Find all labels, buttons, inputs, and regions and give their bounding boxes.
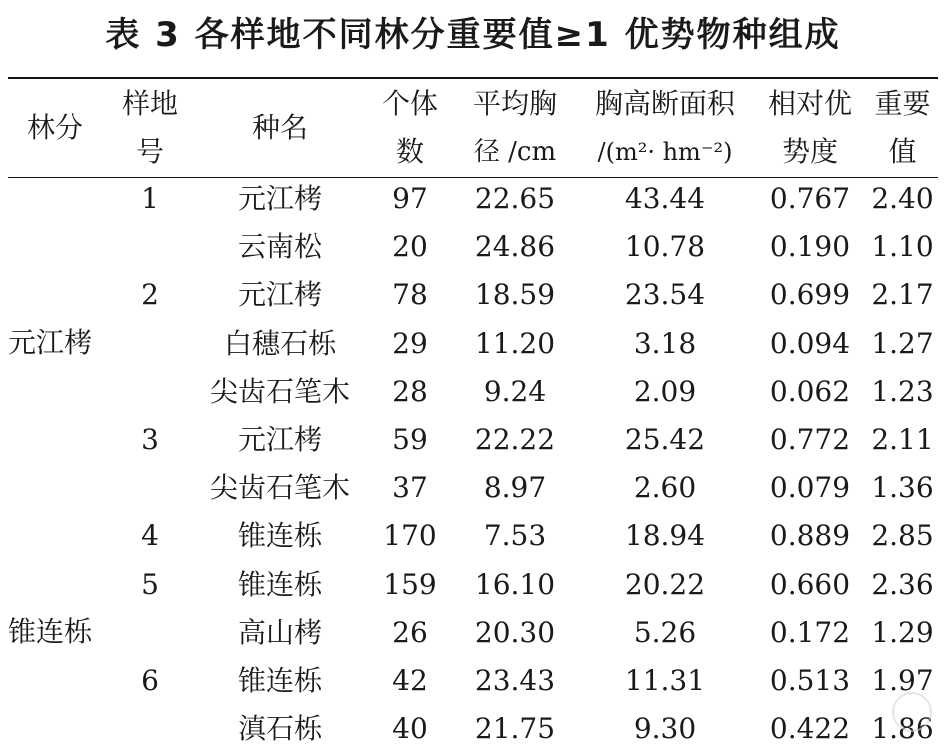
cell-importance: 1.23 [871,374,934,408]
cell-dbh: 24.86 [474,230,556,264]
cell-importance: 2.17 [871,278,934,312]
cell-dbh: 11.20 [474,326,556,360]
table-caption: 表 3 各样地不同林分重要值≥1 优势物种组成 [105,15,841,55]
cell-importance: 1.97 [871,664,934,697]
cell-basal-area: 10.78 [624,230,706,264]
cell-plot: 2 [141,278,159,312]
cell-importance: 2.11 [871,423,934,456]
cell-dominance: 0.772 [769,423,851,456]
cell-dominance: 0.062 [769,374,851,408]
cell-count: 20 [392,230,428,264]
cell-species: 云南松 [237,230,322,264]
header-basal-line1: 胸高断面积 [594,87,735,120]
header-basal-line2: /(m²· hm⁻²) [597,138,733,166]
cell-basal-area: 3.18 [633,326,697,360]
header-count-line2: 数 [395,135,424,168]
cell-plot [110,705,190,753]
cell-basal-area: 2.60 [633,471,697,505]
cell-basal-area: 9.30 [633,712,697,746]
cell-species: 元江栲 [237,182,322,215]
cell-plot: 1 [141,182,159,215]
cell-species: 尖齿石笔木 [209,471,350,505]
header-species: 种名 [251,111,308,144]
cell-importance: 1.36 [871,471,934,505]
cell-species: 尖齿石笔木 [209,374,350,408]
cell-dominance: 0.889 [769,519,851,553]
cell-dbh: 21.75 [474,712,556,746]
cell-plot: 6 [141,664,159,697]
cell-count: 29 [392,326,428,360]
cell-plot [110,320,190,368]
cell-dominance: 0.190 [769,230,851,264]
cell-importance: 2.40 [871,182,934,215]
cell-dbh: 9.24 [483,374,547,408]
cell-plot: 4 [141,519,159,553]
cell-count: 26 [392,615,428,649]
cell-count: 78 [392,278,428,312]
cell-dbh: 8.97 [483,471,547,505]
watermark-logo [892,692,932,732]
cell-dominance: 0.767 [769,182,851,215]
cell-species: 锥连栎 [237,519,322,553]
cell-species: 高山栲 [237,615,322,649]
header-dominance-line2: 势度 [781,135,838,168]
cell-dbh: 20.30 [474,615,556,649]
header-plot-line2: 号 [135,135,164,168]
cell-dbh: 18.59 [474,278,556,312]
header-importance-line1: 重要 [874,87,931,120]
cell-plot: 5 [141,567,159,601]
cell-basal-area: 23.54 [624,278,706,312]
cell-count: 97 [392,182,428,215]
cell-plot [110,609,190,657]
cell-plot: 3 [141,423,159,456]
cell-plot [110,464,190,512]
cell-importance: 1.29 [871,615,934,649]
cell-species: 滇石栎 [237,712,322,746]
cell-basal-area: 11.31 [624,664,706,697]
cell-basal-area: 2.09 [633,374,697,408]
header-dbh-line1: 平均胸 [472,87,557,120]
cell-species: 锥连栎 [237,567,322,601]
header-plot-line1: 样地 [121,87,178,120]
cell-count: 59 [392,423,428,456]
header-dominance-line1: 相对优 [767,87,852,120]
cell-importance: 1.10 [871,230,934,264]
cell-dominance: 0.079 [769,471,851,505]
cell-dominance: 0.094 [769,326,851,360]
stand-group-label: 元江栲 [8,326,93,359]
cell-dbh: 7.53 [483,519,547,553]
cell-dominance: 0.699 [769,278,851,312]
cell-dominance: 0.513 [769,664,851,697]
cell-dominance: 0.422 [769,712,851,746]
cell-dbh: 16.10 [474,567,556,601]
cell-count: 37 [392,471,428,505]
cell-basal-area: 43.44 [624,182,706,215]
cell-importance: 2.36 [871,567,934,601]
cell-plot [110,368,190,416]
header-stand: 林分 [26,111,83,144]
cell-count: 159 [383,567,437,601]
header-dbh-line2: 径 /cm [473,137,557,167]
cell-count: 40 [392,712,428,746]
top-rule [8,77,938,79]
header-count-line1: 个体 [381,87,438,120]
cell-count: 42 [392,664,428,697]
cell-importance: 2.85 [871,519,934,553]
cell-species: 锥连栎 [237,664,322,697]
cell-count: 28 [392,374,428,408]
cell-species: 元江栲 [237,278,322,312]
stand-group-label: 锥连栎 [8,615,93,648]
cell-count: 170 [383,519,437,553]
cell-basal-area: 25.42 [624,423,706,456]
cell-basal-area: 18.94 [624,519,706,553]
cell-dbh: 22.65 [474,182,556,215]
cell-plot [110,223,190,271]
cell-basal-area: 20.22 [624,567,706,601]
header-importance-line2: 值 [888,135,917,168]
cell-dbh: 23.43 [474,664,556,697]
cell-species: 元江栲 [237,423,322,456]
cell-importance: 1.86 [871,712,934,746]
cell-importance: 1.27 [871,326,934,360]
cell-species: 白穗石栎 [223,326,336,360]
cell-basal-area: 5.26 [633,615,697,649]
cell-dominance: 0.660 [769,567,851,601]
cell-dominance: 0.172 [769,615,851,649]
cell-dbh: 22.22 [474,423,556,456]
